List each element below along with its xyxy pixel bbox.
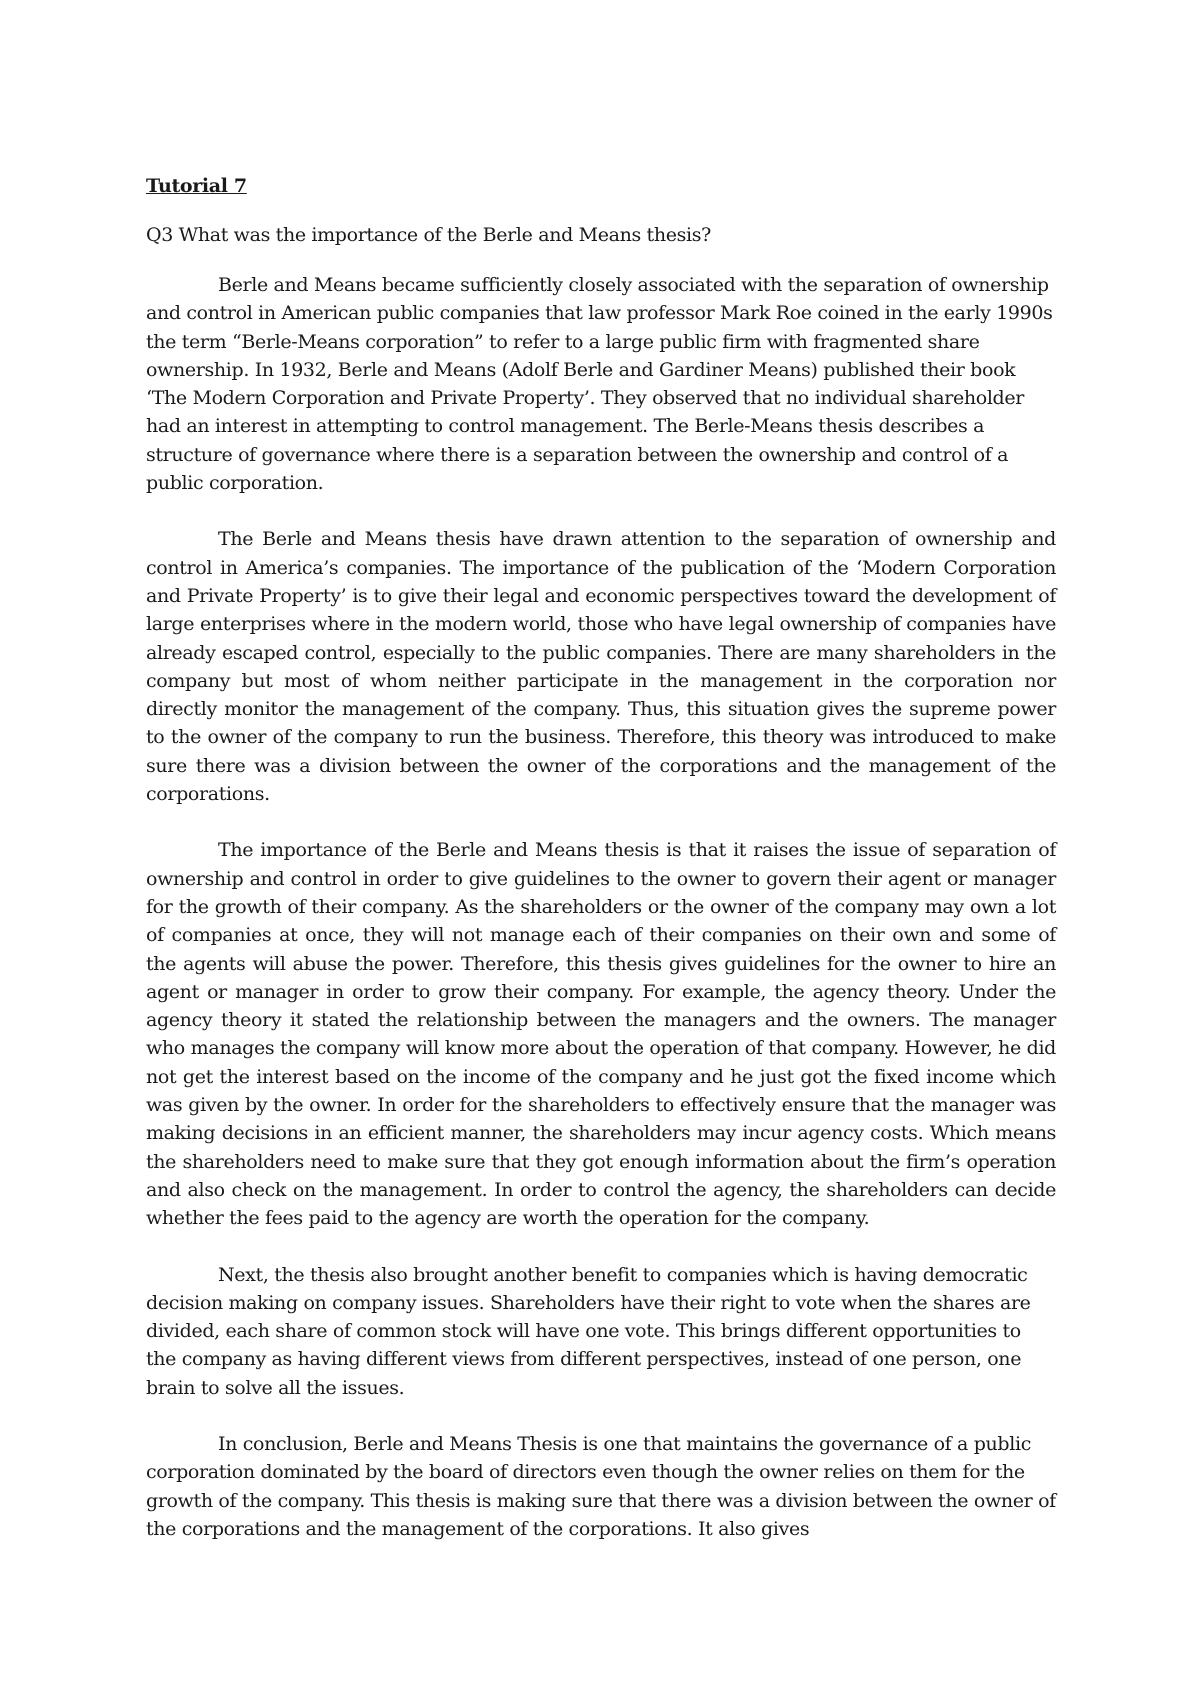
paragraph-5: In conclusion, Berle and Means Thesis is one that maintains the governance of a public corporation dominated by the board of directors even though the owner relies on them for the growth of the company. This thesis is making sure that there was a division between the owner of the corporations and the management of the corporations. It also gives: [146, 1432, 1056, 1540]
paragraph-2: The Berle and Means thesis have drawn attention to the separation of ownership and control in America’s companies. The importance of the publication of the ‘Modern Corporation and Private Property’ is to give their legal and economic perspectives toward the development of large enterprises where in the modern world, those who have legal ownership of companies have already escaped control, especially to the public companies. There are many shareholders in the company but most of whom neither participate in the management in the corporation nor directly monitor the management of the company. Thus, this situation gives the supreme power to the owner of the company to run the business. Therefore, this theory was introduced to make sure there was a division between the owner of the corporations and the management of the corporations.: [146, 528, 1056, 806]
question-heading: Q3 What was the importance of the Berle and Means thesis?: [146, 224, 711, 246]
page-title: Tutorial 7: [146, 175, 247, 197]
paragraph-3: The importance of the Berle and Means thesis is that it raises the issue of separation of ownership and control in order to give guidelines to the owner to govern their agent or manager for the growth of their company. As the shareholders or the owner of the company may own a lot of companies at once, they will not manage each of their companies on their own and some of the agents will abuse the power. Therefore, this thesis gives guidelines for the owner to hire an agent or manager in order to grow their company. For example, the agency theory. Under the agency theory it stated the relationship between the managers and the owners. The manager who manages the company will know more about the operation of that company. However, he did not get the interest based on the income of the company and he just got the fixed income which was given by the owner. In order for the shareholders to effectively ensure that the manager was making decisions in an efficient manner, the shareholders may incur agency costs. Which means the shareholders need to make sure that they got enough information about the firm’s operation and also check on the management. In order to control the agency, the shareholders can decide whether the fees paid to the agency are worth the operation for the company.: [146, 839, 1056, 1230]
paragraph-4: Next, the thesis also brought another benefit to companies which is having democratic decision making on company issues. Shareholders have their right to vote when the shares are divided, each share of common stock will have one vote. This brings different opportunities to the company as having different views from different perspectives, instead of one person, one brain to solve all the issues.: [146, 1263, 1031, 1399]
paragraph-1: Berle and Means became sufficiently closely associated with the separation of ownership and control in American public companies that law professor Mark Roe coined in the early 1990s the term “Berle-Means corporation” to refer to a large public firm with fragmented share ownership. In 1932, Berle and Means (Adolf Berle and Gardiner Means) published their book ‘The Modern Corporation and Private Property’. They observed that no individual shareholder had an interest in attempting to control management. The Berle-Means thesis describes a structure of governance where there is a separation between the ownership and control of a public corporation.: [146, 274, 1053, 495]
document-body: [146, 172, 1056, 1543]
